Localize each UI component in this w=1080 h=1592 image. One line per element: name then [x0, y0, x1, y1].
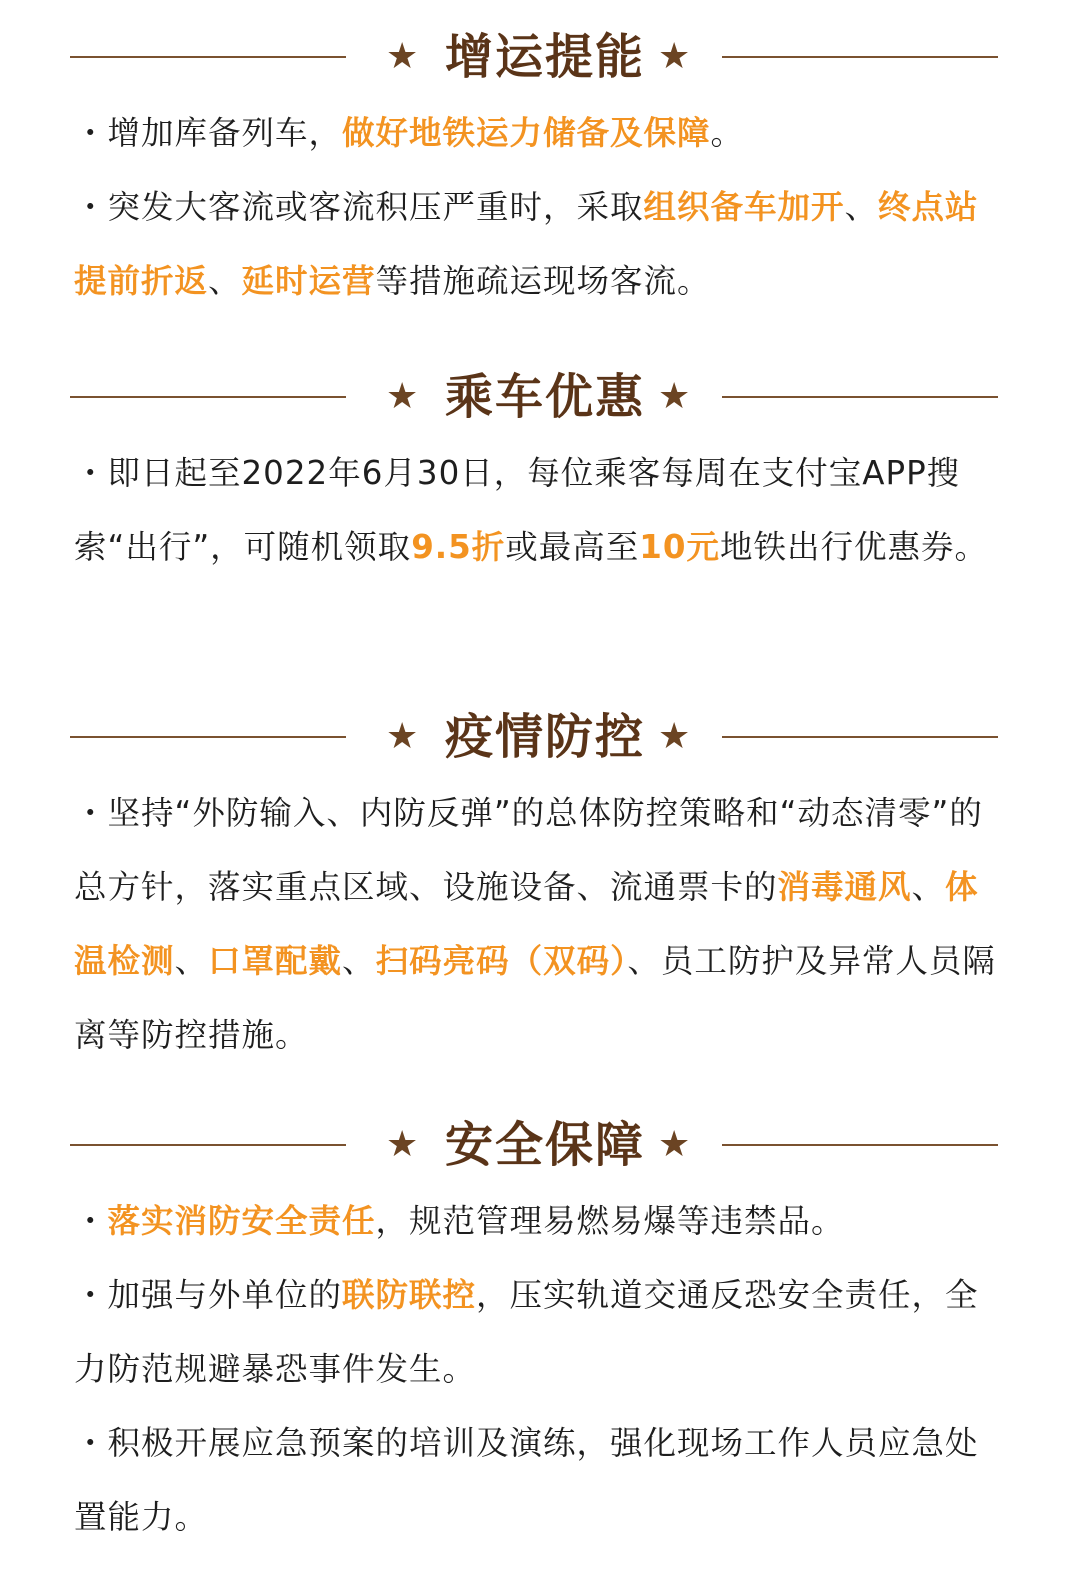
highlight-text: 落实消防安全责任: [107, 1202, 376, 1240]
section-header-1: [0, 22, 1080, 92]
star-icon: ★: [386, 36, 419, 77]
text-run: 、: [844, 188, 879, 226]
text-run: 、员工防护及异常人员隔离等防控措施。: [74, 942, 996, 1054]
paragraph: [74, 776, 1004, 1072]
text-run: 或最高至: [505, 528, 640, 566]
highlight-text: 消毒通风: [777, 868, 912, 906]
text-run: 等措施疏运现场客流。: [375, 262, 711, 300]
text-run: ，规范管理易燃易爆等违禁品。: [375, 1202, 845, 1240]
divider-line-right: [722, 1144, 998, 1146]
divider-line-left: [70, 56, 346, 58]
paragraph: [74, 1406, 1004, 1554]
divider-line-right: [722, 736, 998, 738]
section-title: 乘车优惠: [444, 369, 645, 425]
star-icon: ★: [658, 716, 691, 757]
highlight-text: 口罩配戴: [208, 942, 343, 980]
highlight-text: 做好地铁运力储备及保障: [342, 114, 711, 152]
section-title: 疫情防控: [444, 709, 645, 765]
divider-line-right: [722, 56, 998, 58]
text-run: 、: [174, 942, 209, 980]
paragraph: [74, 1184, 1004, 1258]
section-header-3: [0, 702, 1080, 772]
highlight-text: 体温检测: [74, 868, 979, 980]
paragraph: [74, 436, 1004, 584]
highlight-text: 组织备车加开: [643, 188, 845, 226]
text-run: ・突发大客流或客流积压严重时，采取: [74, 188, 644, 226]
highlight-text: 扫码亮码（双码）: [375, 942, 628, 980]
text-run: ・积极开展应急预案的培训及演练，强化现场工作人员应急处置能力。: [74, 1424, 979, 1536]
star-icon: ★: [658, 1124, 691, 1165]
star-icon: ★: [386, 376, 419, 417]
star-icon: ★: [658, 376, 691, 417]
section-title: 增运提能: [444, 29, 645, 85]
text-run: ・增加库备列车，: [74, 114, 343, 152]
text-run: ・即日起至2022年6月30日，每位乘客每周在支付宝APP搜索“出行”，可随机领取: [74, 454, 961, 566]
highlight-text: 终点站提前折返: [74, 188, 979, 300]
text-run: ・: [74, 1202, 108, 1240]
divider-line-left: [70, 736, 346, 738]
highlight-text: 9.5折: [411, 528, 506, 566]
text-run: ，压实轨道交通反恐安全责任，全力防范规避暴恐事件发生。: [74, 1276, 979, 1388]
text-run: 。: [710, 114, 745, 152]
highlight-text: 10元: [639, 528, 721, 566]
section-title: 安全保障: [444, 1117, 645, 1173]
paragraph: [74, 1258, 1004, 1406]
text-run: 地铁出行优惠券。: [720, 528, 989, 566]
highlight-text: 延时运营: [241, 262, 376, 300]
paragraph: [74, 96, 1004, 170]
star-icon: ★: [386, 716, 419, 757]
paragraph: [74, 170, 1004, 318]
divider-line-right: [722, 396, 998, 398]
text-run: ・坚持“外防输入、内防反弹”的总体防控策略和“动态清零”的总方针，落实重点区域、设施设备、流通票卡的: [74, 794, 983, 906]
text-run: ・加强与外单位的: [74, 1276, 343, 1314]
highlight-text: 联防联控: [342, 1276, 477, 1314]
text-run: 、: [342, 942, 376, 980]
divider-line-left: [70, 396, 346, 398]
star-icon: ★: [658, 36, 691, 77]
section-header-4: [0, 1110, 1080, 1180]
star-icon: ★: [386, 1124, 419, 1165]
text-run: 、: [208, 262, 242, 300]
text-run: 、: [911, 868, 946, 906]
divider-line-left: [70, 1144, 346, 1146]
section-header-2: [0, 362, 1080, 432]
